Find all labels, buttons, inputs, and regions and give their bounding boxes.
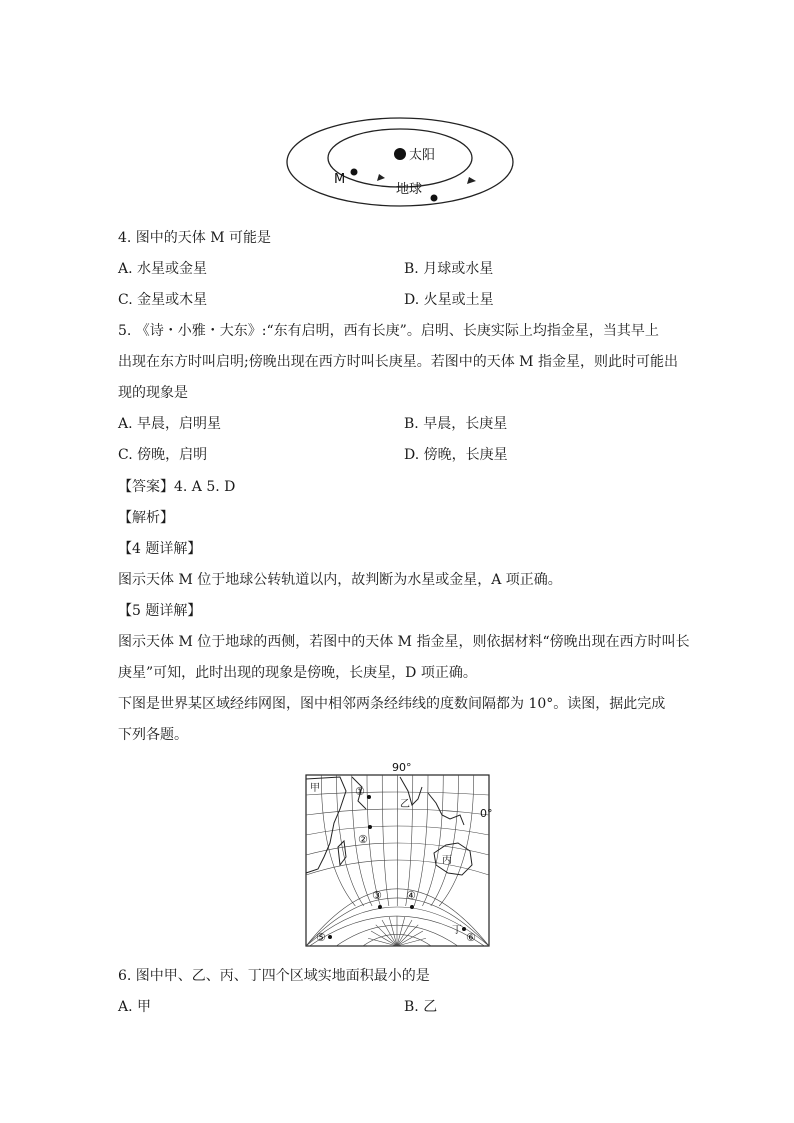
point-1 (367, 795, 371, 799)
q4-detail-heading: 【4 题详解】 (118, 541, 202, 557)
q5-option-d: D. 傍晚，长庚星 (404, 447, 508, 463)
inner-orbit-arrow (377, 174, 385, 181)
q4-option-a: A. 水星或金星 (118, 261, 208, 277)
q5-option-c: C. 傍晚，启明 (118, 447, 208, 463)
q6-option-b: B. 乙 (404, 999, 438, 1015)
q5-detail-heading: 【5 题详解】 (118, 603, 202, 619)
point-1-label: ① (355, 785, 365, 798)
point-3-label: ③ (372, 889, 382, 902)
q4-stem: 4. 图中的天体 M 可能是 (118, 230, 272, 246)
region-ding: 丁 (452, 925, 462, 936)
answer-line: 【答案】4. A 5. D (118, 479, 236, 495)
q5-stem-line3: 现的现象是 (118, 385, 188, 401)
graticule-map (300, 757, 500, 949)
point-6-label: ⑥ (466, 931, 476, 944)
q5-option-a: A. 早晨，启明星 (118, 416, 222, 432)
q6-stem: 6. 图中甲、乙、丙、丁四个区域实地面积最小的是 (118, 968, 430, 984)
lon-0-label: 0° (480, 807, 493, 820)
region-jia: 甲 (310, 783, 320, 794)
q4-option-d: D. 火星或土星 (404, 292, 494, 308)
earth-label: 地球 (396, 182, 423, 197)
q5-stem-line1: 5. 《诗・小雅・大东》:“东有启明，西有长庚”。启明、长庚实际上均指金星，当其早上 (118, 323, 659, 339)
region-yi: 乙 (400, 799, 410, 810)
q6-option-a: A. 甲 (118, 999, 152, 1015)
lat-90-label: 90° (392, 761, 412, 774)
orbit-direction-arrow (467, 177, 476, 184)
q4-detail-text: 图示天体 M 位于地球公转轨道以内，故判断为水星或金星，A 项正确。 (118, 572, 562, 588)
point-3 (378, 905, 382, 909)
earth-dot (431, 195, 438, 202)
q5-stem-line2: 出现在东方时叫启明;傍晚出现在西方时叫长庚星。若图中的天体 M 指金星，则此时可能出 (118, 354, 678, 370)
point-2 (368, 825, 372, 829)
sun-label: 太阳 (409, 148, 436, 163)
intro-line2: 下列各题。 (118, 727, 188, 743)
m-label: M (334, 172, 346, 187)
orbit-diagram (282, 108, 522, 208)
intro-line1: 下图是世界某区域经纬网图，图中相邻两条经纬线的度数间隔都为 10°。读图，据此完成 (118, 696, 666, 712)
point-4 (410, 905, 414, 909)
q5-detail-line1: 图示天体 M 位于地球的西侧，若图中的天体 M 指金星，则依据材料“傍晚出现在西方时叫长 (118, 634, 690, 650)
region-bing: 丙 (442, 855, 452, 866)
q5-detail-line2: 庚星”可知，此时出现的现象是傍晚，长庚星，D 项正确。 (118, 665, 477, 681)
sun-dot (394, 148, 406, 160)
m-dot (351, 169, 358, 176)
point-4-label: ④ (406, 889, 416, 902)
point-5 (328, 935, 332, 939)
q5-option-b: B. 早晨，长庚星 (404, 416, 508, 432)
point-5-label: ⑤ (316, 931, 326, 944)
q4-option-b: B. 月球或水星 (404, 261, 494, 277)
point-6 (462, 927, 466, 931)
q4-option-c: C. 金星或木星 (118, 292, 208, 308)
point-2-label: ② (358, 833, 368, 846)
analysis-heading: 【解析】 (118, 510, 174, 526)
